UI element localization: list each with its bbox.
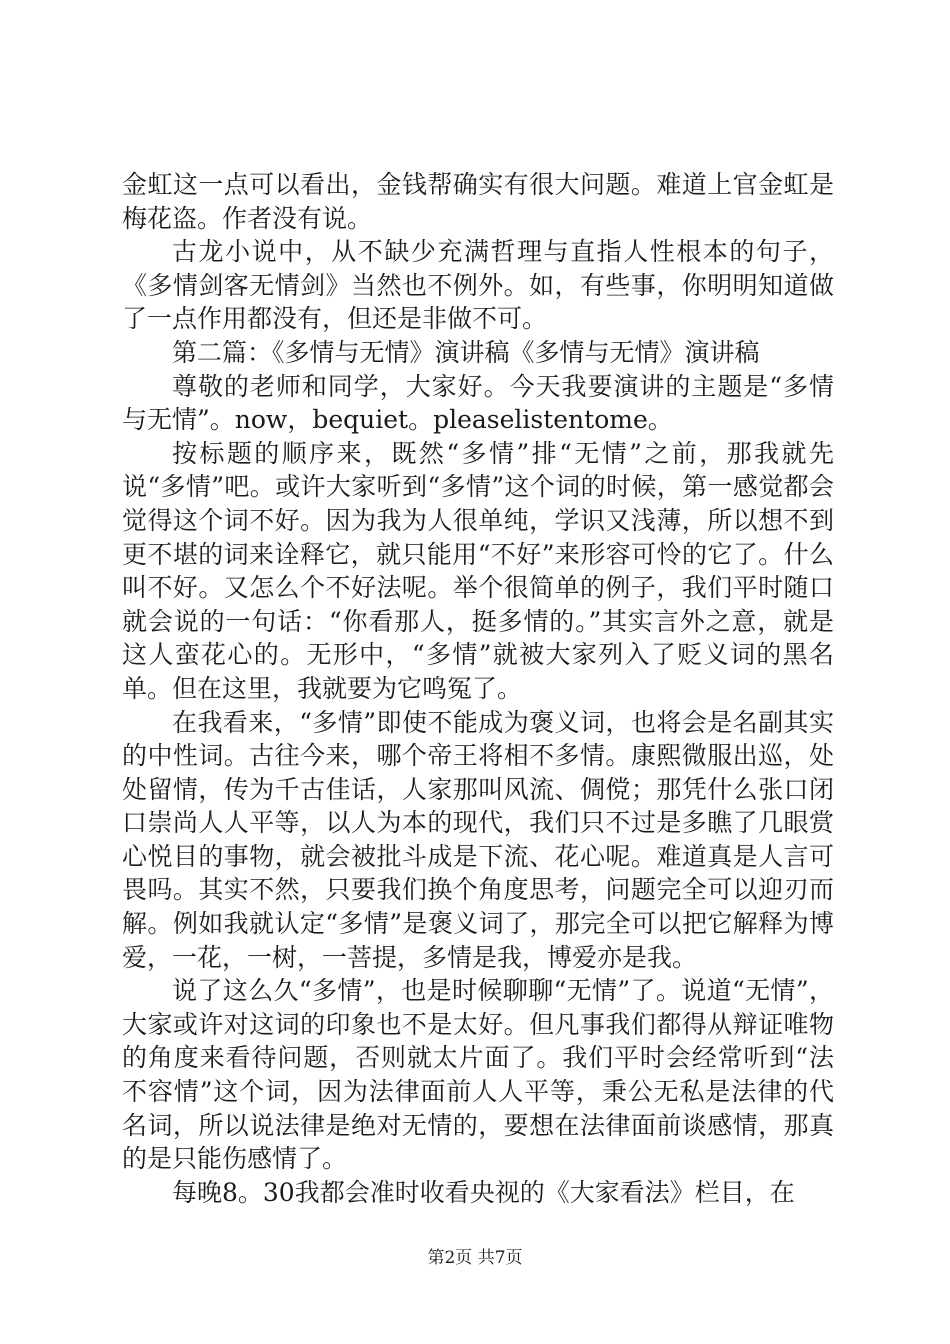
paragraph-gulong-quote: 古龙小说中，从不缺少充满哲理与直指人性根本的句子，《多情剑客无情剑》当然也不例外。如，有些事，你明明知道做了一点作用都没有，但还是非做不可。 [122, 237, 834, 334]
page-number-footer: 第2页 共7页 [427, 1248, 523, 1268]
section-heading: 第二篇：《多情与无情》演讲稿《多情与无情》演讲稿 [172, 337, 760, 367]
paragraph-duoqing-view: 在我看来，“多情”即使不能成为褒义词，也将会是名副其实的中性词。古往今来，哪个帝王将相不多情。康熙微服出巡，处处留情，传为千古佳话，人家那叫风流、倜傥；那凭什么张口闭口崇尚人人平等，以人为本的现代，我们只不过是多瞧了几眼赏心悦目的事物，就会被批斗成是下流、花心呢。难道真是人言可畏吗。其实不然，只要我们换个角度思考，问题完全可以迎刃而解。例如我就认定“多情”是褒义词了，那完全可以把它解释为博爱，一花，一树，一菩提，多情是我，博爱亦是我。 [122, 707, 834, 972]
paragraph-wuqing: 说了这么久“多情”，也是时候聊聊“无情”了。说道“无情”，大家或许对这词的印象也不是太好。但凡事我们都得从辩证唯物的角度来看待问题，否则就太片面了。我们平时会经常听到“法不容情”这个词，因为法律面前人人平等，秉公无私是法律的代名词，所以说法律是绝对无情的，要想在法律面前谈感情，那真的是只能伤感情了。 [122, 976, 834, 1174]
document-body [122, 168, 834, 1209]
paragraph-duoqing-intro: 按标题的顺序来，既然“多情”排“无情”之前，那我就先说“多情”吧。或许大家听到“多情”这个词的时候，第一感觉都会觉得这个词不好。因为我为人很单纯，学识又浅薄，所以想不到更不堪的词来诠释它，就只能用“不好”来形容可怜的它了。什么叫不好。又怎么个不好法呢。举个很简单的例子，我们平时随口就会说的一句话：“你看那人，挺多情的。”其实言外之意，就是这人蛮花心的。无形中，“多情”就被大家列入了贬义词的黑名单。但在这里，我就要为它鸣冤了。 [122, 438, 834, 703]
paragraph-greeting: 尊敬的老师和同学，大家好。今天我要演讲的主题是“多情与无情”。now，bequiet。pleaselistentome。 [122, 371, 834, 435]
paragraph-tv-program: 每晚8。30我都会准时收看央视的《大家看法》栏目，在 [172, 1177, 795, 1207]
paragraph-continuation: 金虹这一点可以看出，金钱帮确实有很大问题。难道上官金虹是梅花盗。作者没有说。 [122, 170, 834, 233]
